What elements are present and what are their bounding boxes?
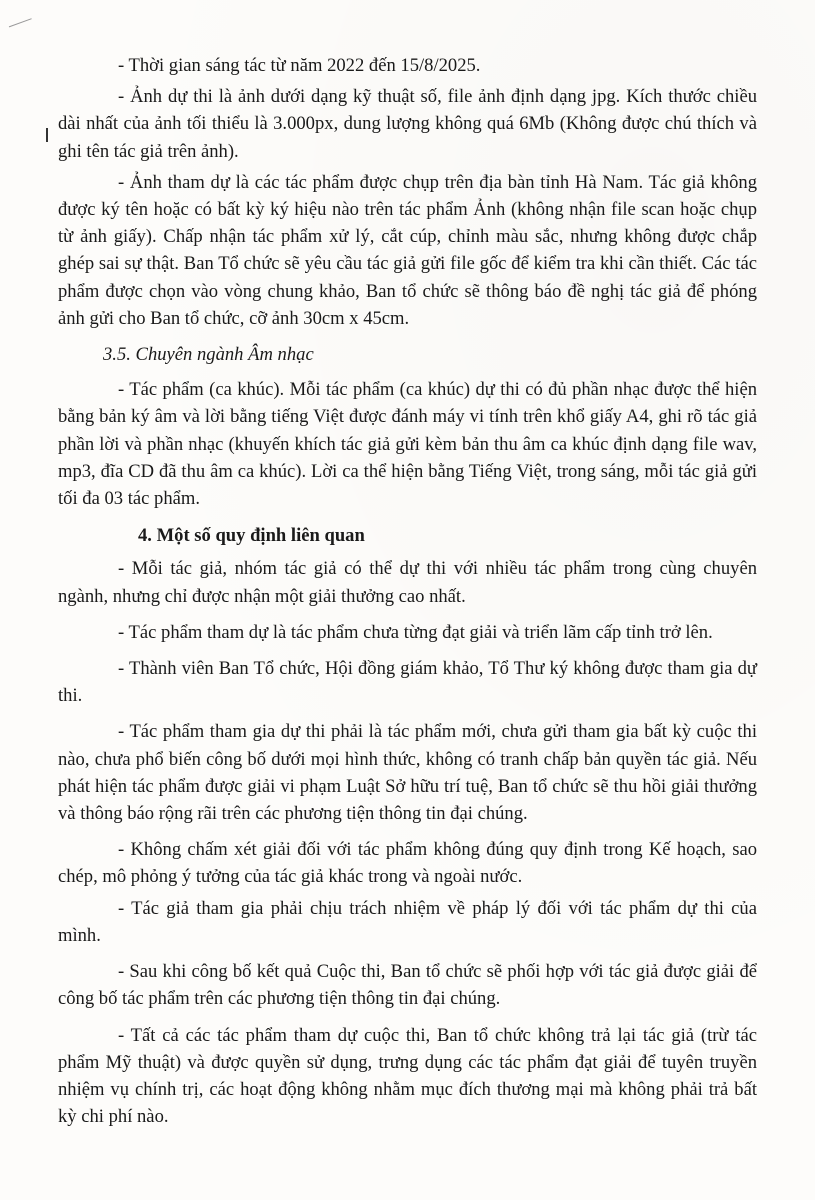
paragraph-photo-format: - Ảnh dự thi là ảnh dưới dạng kỹ thuật số, file ảnh định dạng jpg. Kích thước chiều dài nhất của ảnh tối thiểu là 3.000px, dung lượng không quá 6Mb (Không được chú thích và ghi tên tác giả trên ảnh). bbox=[58, 86, 757, 162]
paragraph-legal-responsibility: - Tác giả tham gia phải chịu trách nhiệm về pháp lý đối với tác phẩm dự thi của mình. bbox=[58, 897, 757, 946]
paragraph-no-prior-award: - Tác phẩm tham dự là tác phẩm chưa từng đạt giải và triển lãm cấp tỉnh trở lên. bbox=[118, 621, 713, 643]
paragraph-publication: - Sau khi công bố kết quả Cuộc thi, Ban tổ chức sẽ phối hợp với tác giả được giải để công bố tác phẩm trên các phương tiện thông tin đại chúng. bbox=[58, 961, 757, 1010]
section-heading-music: 3.5. Chuyên ngành Âm nhạc bbox=[103, 344, 314, 366]
paragraph-music-rules: - Tác phẩm (ca khúc). Mỗi tác phẩm (ca khúc) dự thi có đủ phần nhạc được thể hiện bằng bản ký âm và lời bằng tiếng Việt được đánh máy vi tính trên khổ giấy A4, ghi rõ tác giả phần lời và phần nhạc (khuyến khích tác giả gửi kèm bản thu âm ca khúc định dạng file wav, mp3, đĩa CD đã thu âm ca khúc). Lời ca thể hiện bằng Tiếng Việt, trong sáng, mỗi tác giả gửi tối đa 03 tác phẩm. bbox=[58, 379, 757, 510]
paragraph-photo-rules: - Ảnh tham dự là các tác phẩm được chụp trên địa bàn tỉnh Hà Nam. Tác giả không được ký tên hoặc có bất kỳ ký hiệu nào trên tác phẩm Ảnh (không nhận file scan hoặc chụp từ ảnh giấy). Chấp nhận tác phẩm xử lý, cắt cúp, chỉnh màu sắc, nhưng không được chắp ghép sai sự thật. Ban Tổ chức sẽ yêu cầu tác giả gửi file gốc để kiểm tra khi cần thiết. Các tác phẩm được chọn vào vòng chung khảo, Ban tổ chức sẽ thông báo đề nghị tác giả để phóng ảnh gửi cho Ban tổ chức, cỡ ảnh 30cm x 45cm. bbox=[58, 171, 757, 329]
paragraph-composition-time: - Thời gian sáng tác từ năm 2022 đến 15/8/2025. bbox=[118, 55, 481, 76]
paragraph-multiple-entries: - Mỗi tác giả, nhóm tác giả có thể dự thi với nhiều tác phẩm trong cùng chuyên ngành, nhưng chỉ được nhận một giải thưởng cao nhất. bbox=[58, 558, 757, 607]
section-heading-regulations: 4. Một số quy định liên quan bbox=[138, 525, 365, 547]
paragraph-organizers-excluded: - Thành viên Ban Tổ chức, Hội đồng giám khảo, Tổ Thư ký không được tham gia dự thi. bbox=[58, 658, 757, 707]
margin-mark bbox=[46, 128, 48, 142]
paragraph-no-plagiarism: - Không chấm xét giải đối với tác phẩm không đúng quy định trong Kế hoạch, sao chép, mô phỏng ý tưởng của tác giả khác trong và ngoài nước. bbox=[58, 839, 757, 888]
scan-corner-mark bbox=[9, 18, 35, 37]
paragraph-new-works: - Tác phẩm tham gia dự thi phải là tác phẩm mới, chưa gửi tham gia bất kỳ cuộc thi nào, chưa phổ biến công bố dưới mọi hình thức, không có tranh chấp bản quyền tác giả. Nếu phát hiện tác phẩm được giải vi phạm Luật Sở hữu trí tuệ, Ban tổ chức sẽ thu hồi giải thưởng và thông báo rộng rãi trên các phương tiện thông tin đại chúng. bbox=[58, 721, 757, 825]
paragraph-usage-rights: - Tất cả các tác phẩm tham dự cuộc thi, Ban tổ chức không trả lại tác giả (trừ tác phẩm Mỹ thuật) và được quyền sử dụng, trưng dụng các tác phẩm đạt giải để tuyên truyền nhiệm vụ chính trị, các hoạt động không nhằm mục đích thương mại mà không phải trả bất kỳ chi phí nào. bbox=[58, 1024, 757, 1128]
